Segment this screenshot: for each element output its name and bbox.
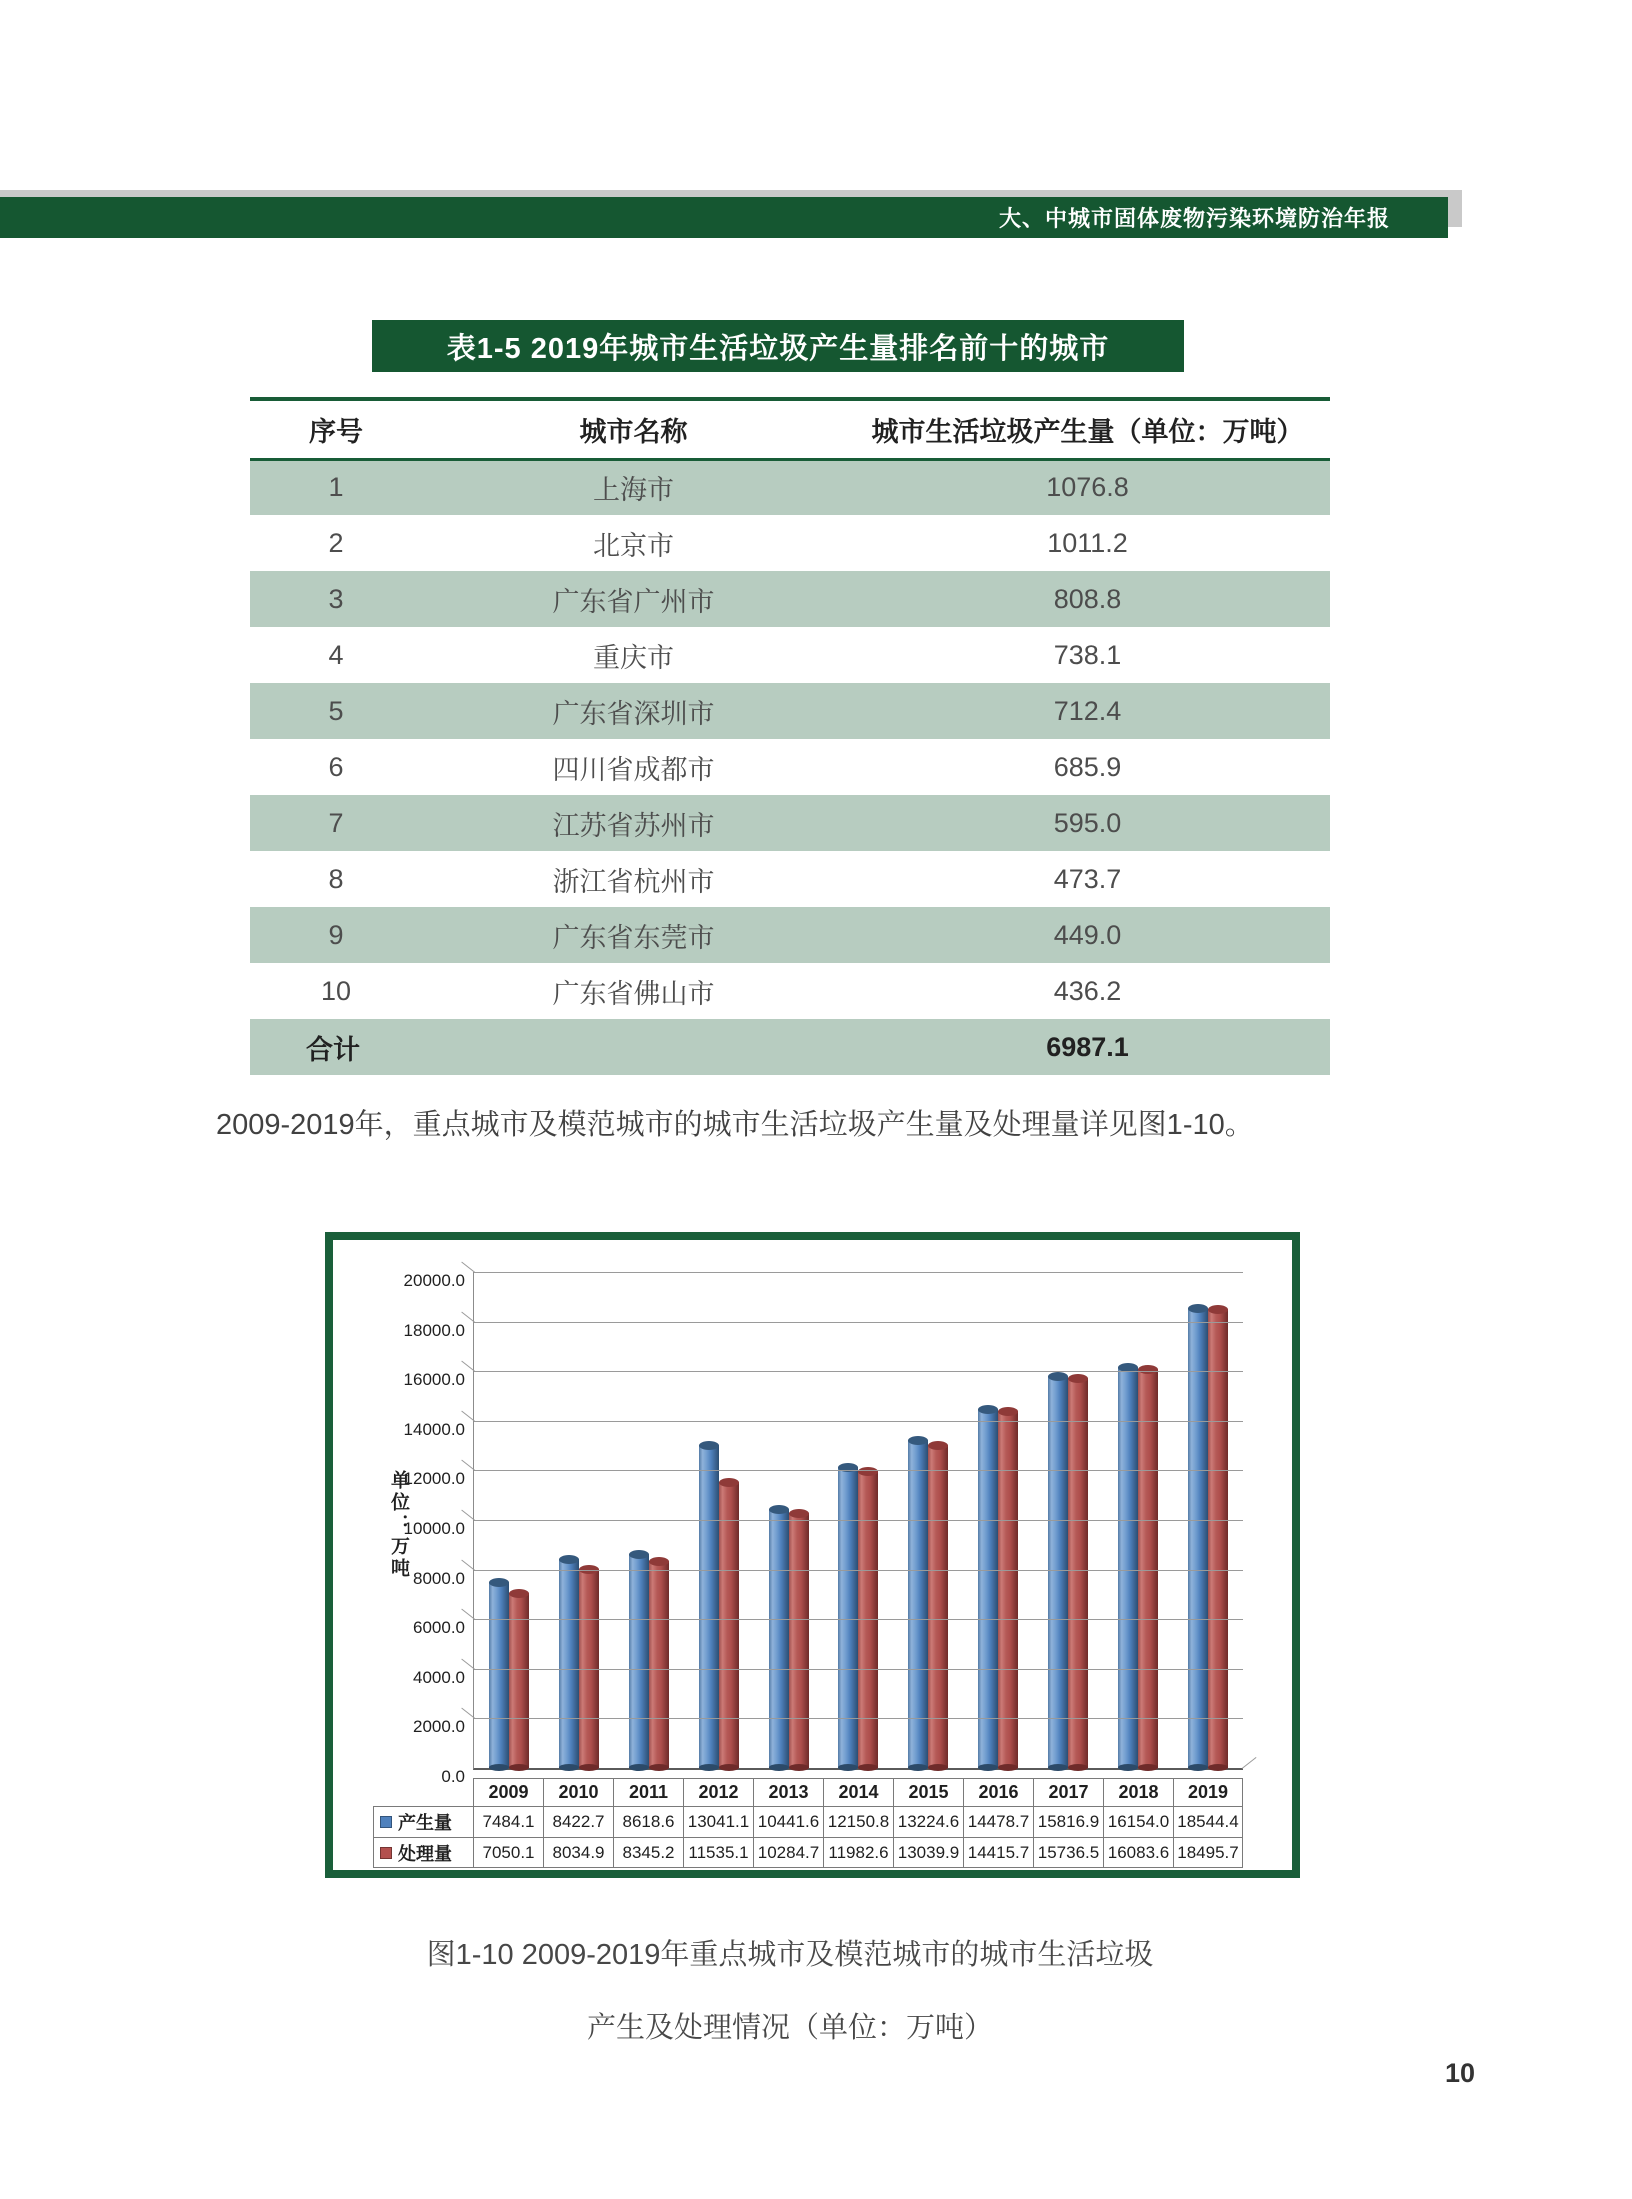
legend-cell-s1 xyxy=(373,1837,473,1868)
gridline xyxy=(474,1322,1243,1323)
rank-cell-value: 712.4 xyxy=(1053,695,1122,726)
chart-table-value: 10441.6 xyxy=(753,1806,823,1837)
bar-s1-2012 xyxy=(719,1482,739,1768)
col-header-value: 城市生活垃圾产生量（单位：万吨） xyxy=(845,399,1330,459)
gridline xyxy=(474,1570,1243,1571)
rank-cell-value: 449.0 xyxy=(1053,919,1122,950)
y-tick-label: 12000.0 xyxy=(403,1469,465,1489)
legend-label: 处理量 xyxy=(398,1843,452,1864)
bar-s0-2016 xyxy=(978,1409,998,1768)
y-tick-label: 4000.0 xyxy=(413,1667,465,1687)
chart-table-value: 18495.7 xyxy=(1173,1837,1243,1868)
gridline xyxy=(474,1718,1243,1719)
chart-table-year: 2018 xyxy=(1103,1778,1173,1806)
gridline xyxy=(474,1421,1243,1422)
table-row xyxy=(250,963,1330,1019)
rank-cell-no: 8 xyxy=(328,863,344,894)
table-row xyxy=(250,683,1330,739)
y-tick-label: 18000.0 xyxy=(403,1320,465,1340)
ranking-table xyxy=(250,397,1330,1075)
rank-cell-city: 北京市 xyxy=(593,530,674,561)
gridline xyxy=(474,1669,1243,1670)
rank-cell-value: 685.9 xyxy=(1053,751,1122,782)
chart-table-corner xyxy=(373,1778,473,1806)
rank-cell-city: 广东省广州市 xyxy=(552,586,715,617)
rank-cell-no: 10 xyxy=(320,975,352,1006)
table-row xyxy=(250,571,1330,627)
bar-s0-2013 xyxy=(769,1509,789,1768)
table-title-text: 表1-5 2019年城市生活垃圾产生量排名前十的城市 xyxy=(446,332,1110,365)
chart-table-value: 11982.6 xyxy=(823,1837,893,1868)
rank-cell-no: 7 xyxy=(328,807,344,838)
bar-s1-2015 xyxy=(928,1445,948,1768)
rank-cell-city: 浙江省杭州市 xyxy=(552,866,715,897)
y-tick-label: 16000.0 xyxy=(403,1370,465,1390)
chart-table-year: 2016 xyxy=(963,1778,1033,1806)
figure-caption xyxy=(160,1932,1420,2046)
table-row xyxy=(250,515,1330,571)
chart-data-table xyxy=(373,1778,1243,1868)
bar-s0-2010 xyxy=(559,1559,579,1768)
bar-s0-2012 xyxy=(699,1445,719,1768)
chart-table-year: 2010 xyxy=(543,1778,613,1806)
chart-area xyxy=(333,1240,1292,1870)
y-tick-label: 14000.0 xyxy=(403,1419,465,1439)
chart-table-year: 2019 xyxy=(1173,1778,1243,1806)
rank-cell-no: 2 xyxy=(328,527,344,558)
table-row xyxy=(250,851,1330,907)
table-row xyxy=(250,739,1330,795)
chart-table-value: 12150.8 xyxy=(823,1806,893,1837)
chart-table-value: 13041.1 xyxy=(683,1806,753,1837)
table-row xyxy=(250,795,1330,851)
bar-s0-2009 xyxy=(489,1582,509,1768)
rank-cell-city: 广东省东莞市 xyxy=(552,922,715,953)
chart-table-value: 8034.9 xyxy=(543,1837,613,1868)
gridline xyxy=(474,1520,1243,1521)
page-header-title: 大、中城市固体废物污染环境防治年报 xyxy=(998,206,1390,231)
bar-s1-2013 xyxy=(789,1513,809,1768)
rank-cell-city: 江苏省苏州市 xyxy=(552,810,715,841)
y-tick-label: 2000.0 xyxy=(413,1717,465,1737)
y-axis-title: 单位：万吨 xyxy=(388,1470,409,1580)
y-tick-label: 10000.0 xyxy=(403,1519,465,1538)
rank-cell-value: 436.2 xyxy=(1053,975,1122,1006)
gridline xyxy=(474,1470,1243,1471)
rank-cell-no: 9 xyxy=(328,919,344,950)
legend-swatch-icon xyxy=(380,1816,392,1828)
bar-s0-2017 xyxy=(1048,1376,1068,1768)
gridline xyxy=(474,1272,1243,1273)
chart-table-value: 8618.6 xyxy=(613,1806,683,1837)
chart-table-value: 14415.7 xyxy=(963,1837,1033,1868)
rank-cell-value: 738.1 xyxy=(1053,639,1122,670)
chart-table-value: 14478.7 xyxy=(963,1806,1033,1837)
figure-caption-line1: 图1-10 2009-2019年重点城市及模范城市的城市生活垃圾 xyxy=(426,1939,1154,1971)
chart-table-value: 16154.0 xyxy=(1103,1806,1173,1837)
rank-cell-value: 1076.8 xyxy=(1046,472,1129,503)
page-header-bar xyxy=(0,197,1448,238)
chart-table-year: 2014 xyxy=(823,1778,893,1806)
rank-cell-city: 广东省佛山市 xyxy=(552,978,715,1009)
rank-cell-value: 1011.2 xyxy=(1047,527,1128,558)
col-header-no: 序号 xyxy=(250,399,422,459)
rank-cell-value: 595.0 xyxy=(1053,807,1122,838)
y-tick-label: 0.0 xyxy=(441,1767,465,1786)
body-paragraph: 2009-2019年，重点城市及模范城市的城市生活垃圾产生量及处理量详见图1-10。 xyxy=(216,1109,1254,1141)
bar-s1-2017 xyxy=(1068,1378,1088,1768)
rank-cell-city: 上海市 xyxy=(593,475,674,506)
gridline xyxy=(474,1371,1243,1372)
rank-cell-city: 重庆市 xyxy=(593,642,674,673)
y-tick-label: 8000.0 xyxy=(413,1568,465,1588)
chart-table-year: 2011 xyxy=(613,1778,683,1806)
ranking-table-header-row xyxy=(250,399,1330,459)
bar-s0-2014 xyxy=(838,1467,858,1768)
legend-swatch-icon xyxy=(380,1847,392,1859)
bar-s1-2019 xyxy=(1208,1309,1228,1768)
chart-table-value: 13039.9 xyxy=(893,1837,963,1868)
chart-table-value: 10284.7 xyxy=(753,1837,823,1868)
chart-table-year: 2012 xyxy=(683,1778,753,1806)
gridline xyxy=(474,1619,1243,1620)
chart-table-value: 7484.1 xyxy=(473,1806,543,1837)
chart-table-value: 15736.5 xyxy=(1033,1837,1103,1868)
rank-cell-no: 1 xyxy=(328,472,344,503)
rank-cell-city: 广东省深圳市 xyxy=(552,698,715,729)
plot-area xyxy=(403,1271,1243,1786)
table-row xyxy=(250,459,1330,515)
chart-table-value: 8345.2 xyxy=(613,1837,683,1868)
table-title-banner xyxy=(372,320,1184,372)
figure-caption-line2: 产生及处理情况（单位：万吨） xyxy=(586,2012,993,2044)
y-tick-label: 6000.0 xyxy=(413,1618,465,1638)
bar-s0-2011 xyxy=(629,1554,649,1768)
rank-cell-no: 4 xyxy=(328,639,344,670)
table-row xyxy=(250,907,1330,963)
chart-table-value: 16083.6 xyxy=(1103,1837,1173,1868)
figure-1-10-frame xyxy=(325,1232,1300,1878)
bar-s1-2016 xyxy=(998,1411,1018,1769)
chart-table-year: 2017 xyxy=(1033,1778,1103,1806)
total-label: 合计 xyxy=(306,1034,360,1065)
chart-table-value: 7050.1 xyxy=(473,1837,543,1868)
col-header-city: 城市名称 xyxy=(422,399,845,459)
chart-table-value: 15816.9 xyxy=(1033,1806,1103,1837)
bar-s0-2018 xyxy=(1118,1367,1138,1768)
chart-table-year: 2009 xyxy=(473,1778,543,1806)
rank-cell-city: 四川省成都市 xyxy=(552,754,715,785)
legend-cell-s0 xyxy=(373,1806,473,1837)
rank-cell-value: 473.7 xyxy=(1053,863,1122,894)
total-value: 6987.1 xyxy=(1046,1031,1129,1062)
floor-edge-line xyxy=(1242,1757,1257,1769)
page-number: 10 xyxy=(1444,2058,1476,2088)
rank-cell-value: 808.8 xyxy=(1053,583,1122,614)
bar-s1-2011 xyxy=(649,1561,669,1768)
bar-s1-2018 xyxy=(1138,1369,1158,1768)
chart-table-year: 2015 xyxy=(893,1778,963,1806)
legend-label: 产生量 xyxy=(398,1813,452,1833)
chart-table-value: 13224.6 xyxy=(893,1806,963,1837)
total-row xyxy=(250,1019,1330,1075)
rank-cell-no: 3 xyxy=(328,583,344,614)
table-row xyxy=(250,627,1330,683)
y-tick-label: 20000.0 xyxy=(403,1271,465,1290)
chart-table-value: 8422.7 xyxy=(543,1806,613,1837)
chart-table-year: 2013 xyxy=(753,1778,823,1806)
chart-table-value: 11535.1 xyxy=(683,1837,753,1868)
bar-s0-2019 xyxy=(1188,1308,1208,1768)
rank-cell-no: 6 xyxy=(328,751,344,782)
rank-cell-no: 5 xyxy=(328,695,344,726)
chart-table-value: 18544.4 xyxy=(1173,1806,1243,1837)
